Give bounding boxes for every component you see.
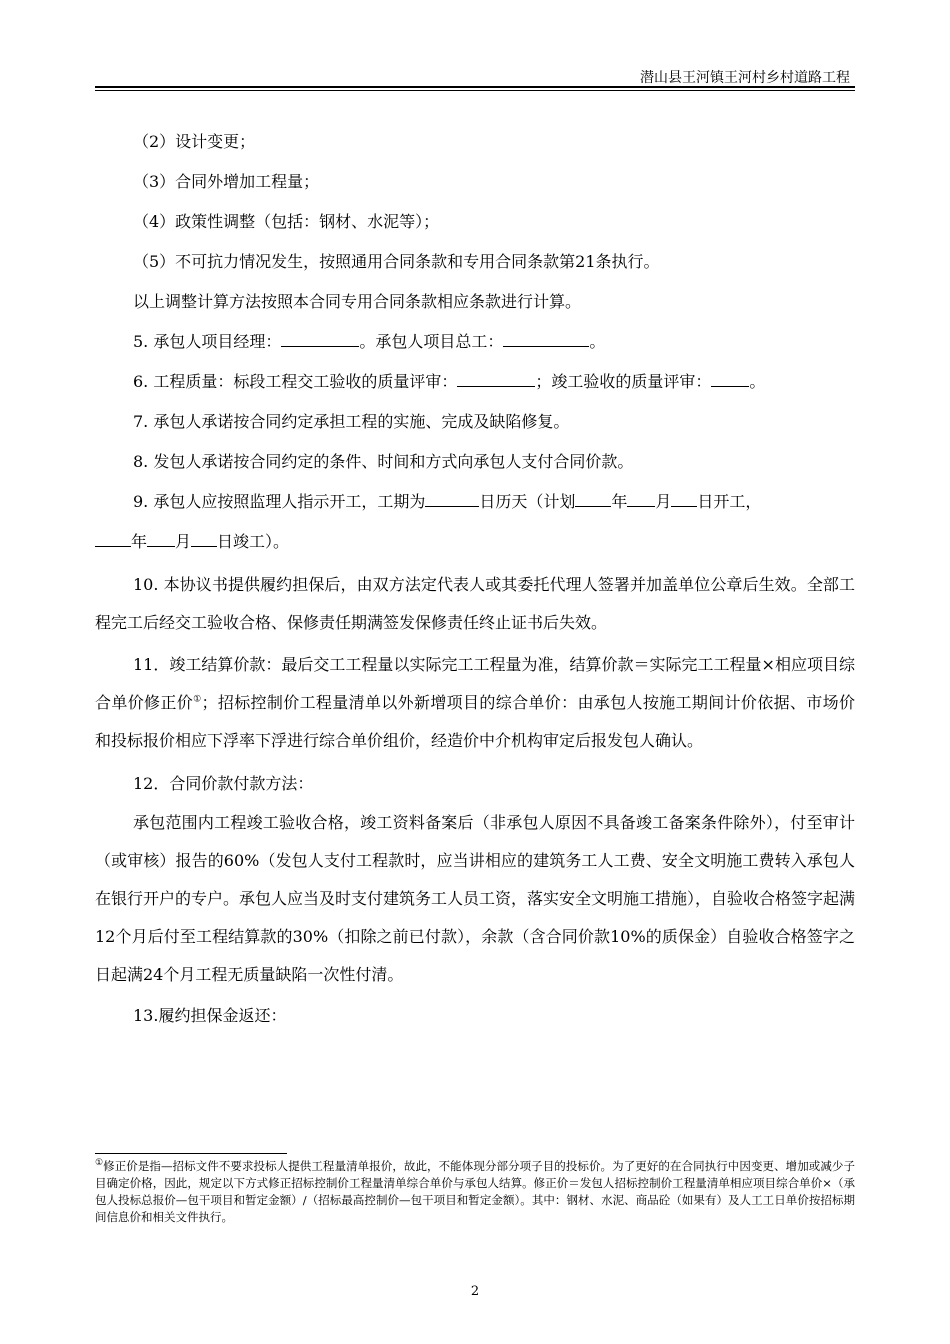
item-3: （3）合同外增加工程量； — [133, 172, 320, 191]
footnote-ref: ① — [193, 694, 202, 705]
clause-6-end: 。 — [749, 372, 766, 391]
header-rule-thin — [95, 90, 855, 91]
end-year-blank — [95, 524, 131, 547]
item-4: （4）政策性调整（包括：钢材、水泥等）； — [133, 212, 440, 231]
clause-11-part2: ；招标控制价工程量清单以外新增项目的综合单价：由承包人按施工期间计价依据、市场价和投标报价相应下浮率下浮进行综合单价组价，经造价中介机构审定后报发包人确认。 — [95, 693, 855, 750]
project-manager-blank — [281, 324, 359, 347]
header-title: 潜山县王河镇王河村乡村道路工程 — [640, 70, 850, 86]
handover-quality-blank — [457, 364, 535, 387]
clause-5-end: 。 — [589, 332, 606, 351]
clause-9-label: 9. 承包人应按照监理人指示开工，工期为 — [133, 492, 426, 511]
completion-quality-blank — [711, 364, 749, 387]
clause-11-part1: 11．竣工结算价款：最后交工工程量以实际完工工程量为准，结算价款＝实际完工工程量×相应项目综合单价修正价 — [95, 655, 855, 712]
clause-9-days: 日历天（计划 — [479, 492, 576, 511]
clause-9-line2 — [95, 522, 855, 562]
adjust-note: 以上调整计算方法按照本合同专用合同条款相应条款进行计算。 — [133, 292, 582, 311]
page-number: 2 — [470, 1284, 480, 1299]
clause-7: 7. 承包人承诺按合同约定承担工程的实施、完成及缺陷修复。 — [133, 412, 570, 431]
chief-engineer-blank — [503, 324, 589, 347]
clause-6 — [95, 362, 855, 402]
clause-5-label: 5. 承包人项目经理： — [133, 332, 282, 351]
start-month-label: 月 — [655, 492, 672, 511]
end-day-blank — [191, 524, 217, 547]
clause-13: 13.履约担保金返还： — [133, 1006, 287, 1025]
end-month-blank — [147, 524, 175, 547]
footnote — [95, 1158, 855, 1226]
clause-9-end: 日竣工）。 — [217, 532, 290, 551]
clause-8: 8. 发包人承诺按合同约定的条件、时间和方式向承包人支付合同价款。 — [133, 452, 634, 471]
clause-11 — [95, 646, 855, 760]
footnote-separator — [95, 1153, 287, 1154]
start-month-blank — [627, 484, 655, 507]
header-rule — [95, 86, 855, 88]
start-year-blank — [575, 484, 611, 507]
item-2: （2）设计变更； — [133, 132, 256, 151]
clause-5-mid: 。承包人项目总工： — [359, 332, 504, 351]
clause-6-label: 6. 工程质量：标段工程交工验收的质量评审： — [133, 372, 458, 391]
clause-12: 12．合同价款付款方法： — [133, 774, 314, 793]
clause-6-mid: ；竣工验收的质量评审： — [535, 372, 712, 391]
start-day-blank — [671, 484, 697, 507]
clause-12-body: 承包范围内工程竣工验收合格，竣工资料备案后（非承包人原因不具备竣工备案条件除外），付至审计（或审核）报告的60%（发包人支付工程款时，应当讲相应的建筑务工人工费、安全文明施工费转入承包人在银行开户的专户。承包人应当及时支付建筑务工人员工资，落实安全文明施工措施），自验收合格签字起满12个月后付至工程结算款的30%（扣除之前已付款），余款（含合同价款10%的质保金）自验收合格签字之日起满24个月工程无质量缺陷一次性付清。 — [95, 813, 856, 984]
clause-9-line1 — [95, 482, 855, 522]
body-text — [95, 122, 855, 1036]
clause-9-start: 日开工， — [697, 492, 762, 511]
footnote-mark: ① — [95, 1158, 104, 1169]
end-month-label: 月 — [175, 532, 192, 551]
clause-5 — [95, 322, 855, 362]
item-5: （5）不可抗力情况发生，按照通用合同条款和专用合同条款第21条执行。 — [133, 252, 660, 271]
end-year-label: 年 — [131, 532, 148, 551]
duration-blank — [425, 484, 479, 507]
clause-10: 10. 本协议书提供履约担保后，由双方法定代表人或其委托代理人签署并加盖单位公章后生效。全部工程完工后经交工验收合格、保修责任期满签发保修责任终止证书后失效。 — [95, 575, 855, 632]
footnote-text: 修正价是指—招标文件不要求投标人提供工程量清单报价，故此，不能体现分部分项子目的投标价。为了更好的在合同执行中因变更、增加或减少子目确定价格，因此，规定以下方式修正招标控制价工程量清单综合单价与承包人结算。修正价＝发包人招标控制价工程量清单相应项目综合单价×（承包人投标总报价—包干项目和暂定金额）/（招标最高控制价—包干项目和暂定金额）。其中：钢材、水泥、商品砼（如果有）及人工工日单价按招标期间信息价和相关文件执行。 — [95, 1159, 855, 1224]
start-year-label: 年 — [611, 492, 628, 511]
